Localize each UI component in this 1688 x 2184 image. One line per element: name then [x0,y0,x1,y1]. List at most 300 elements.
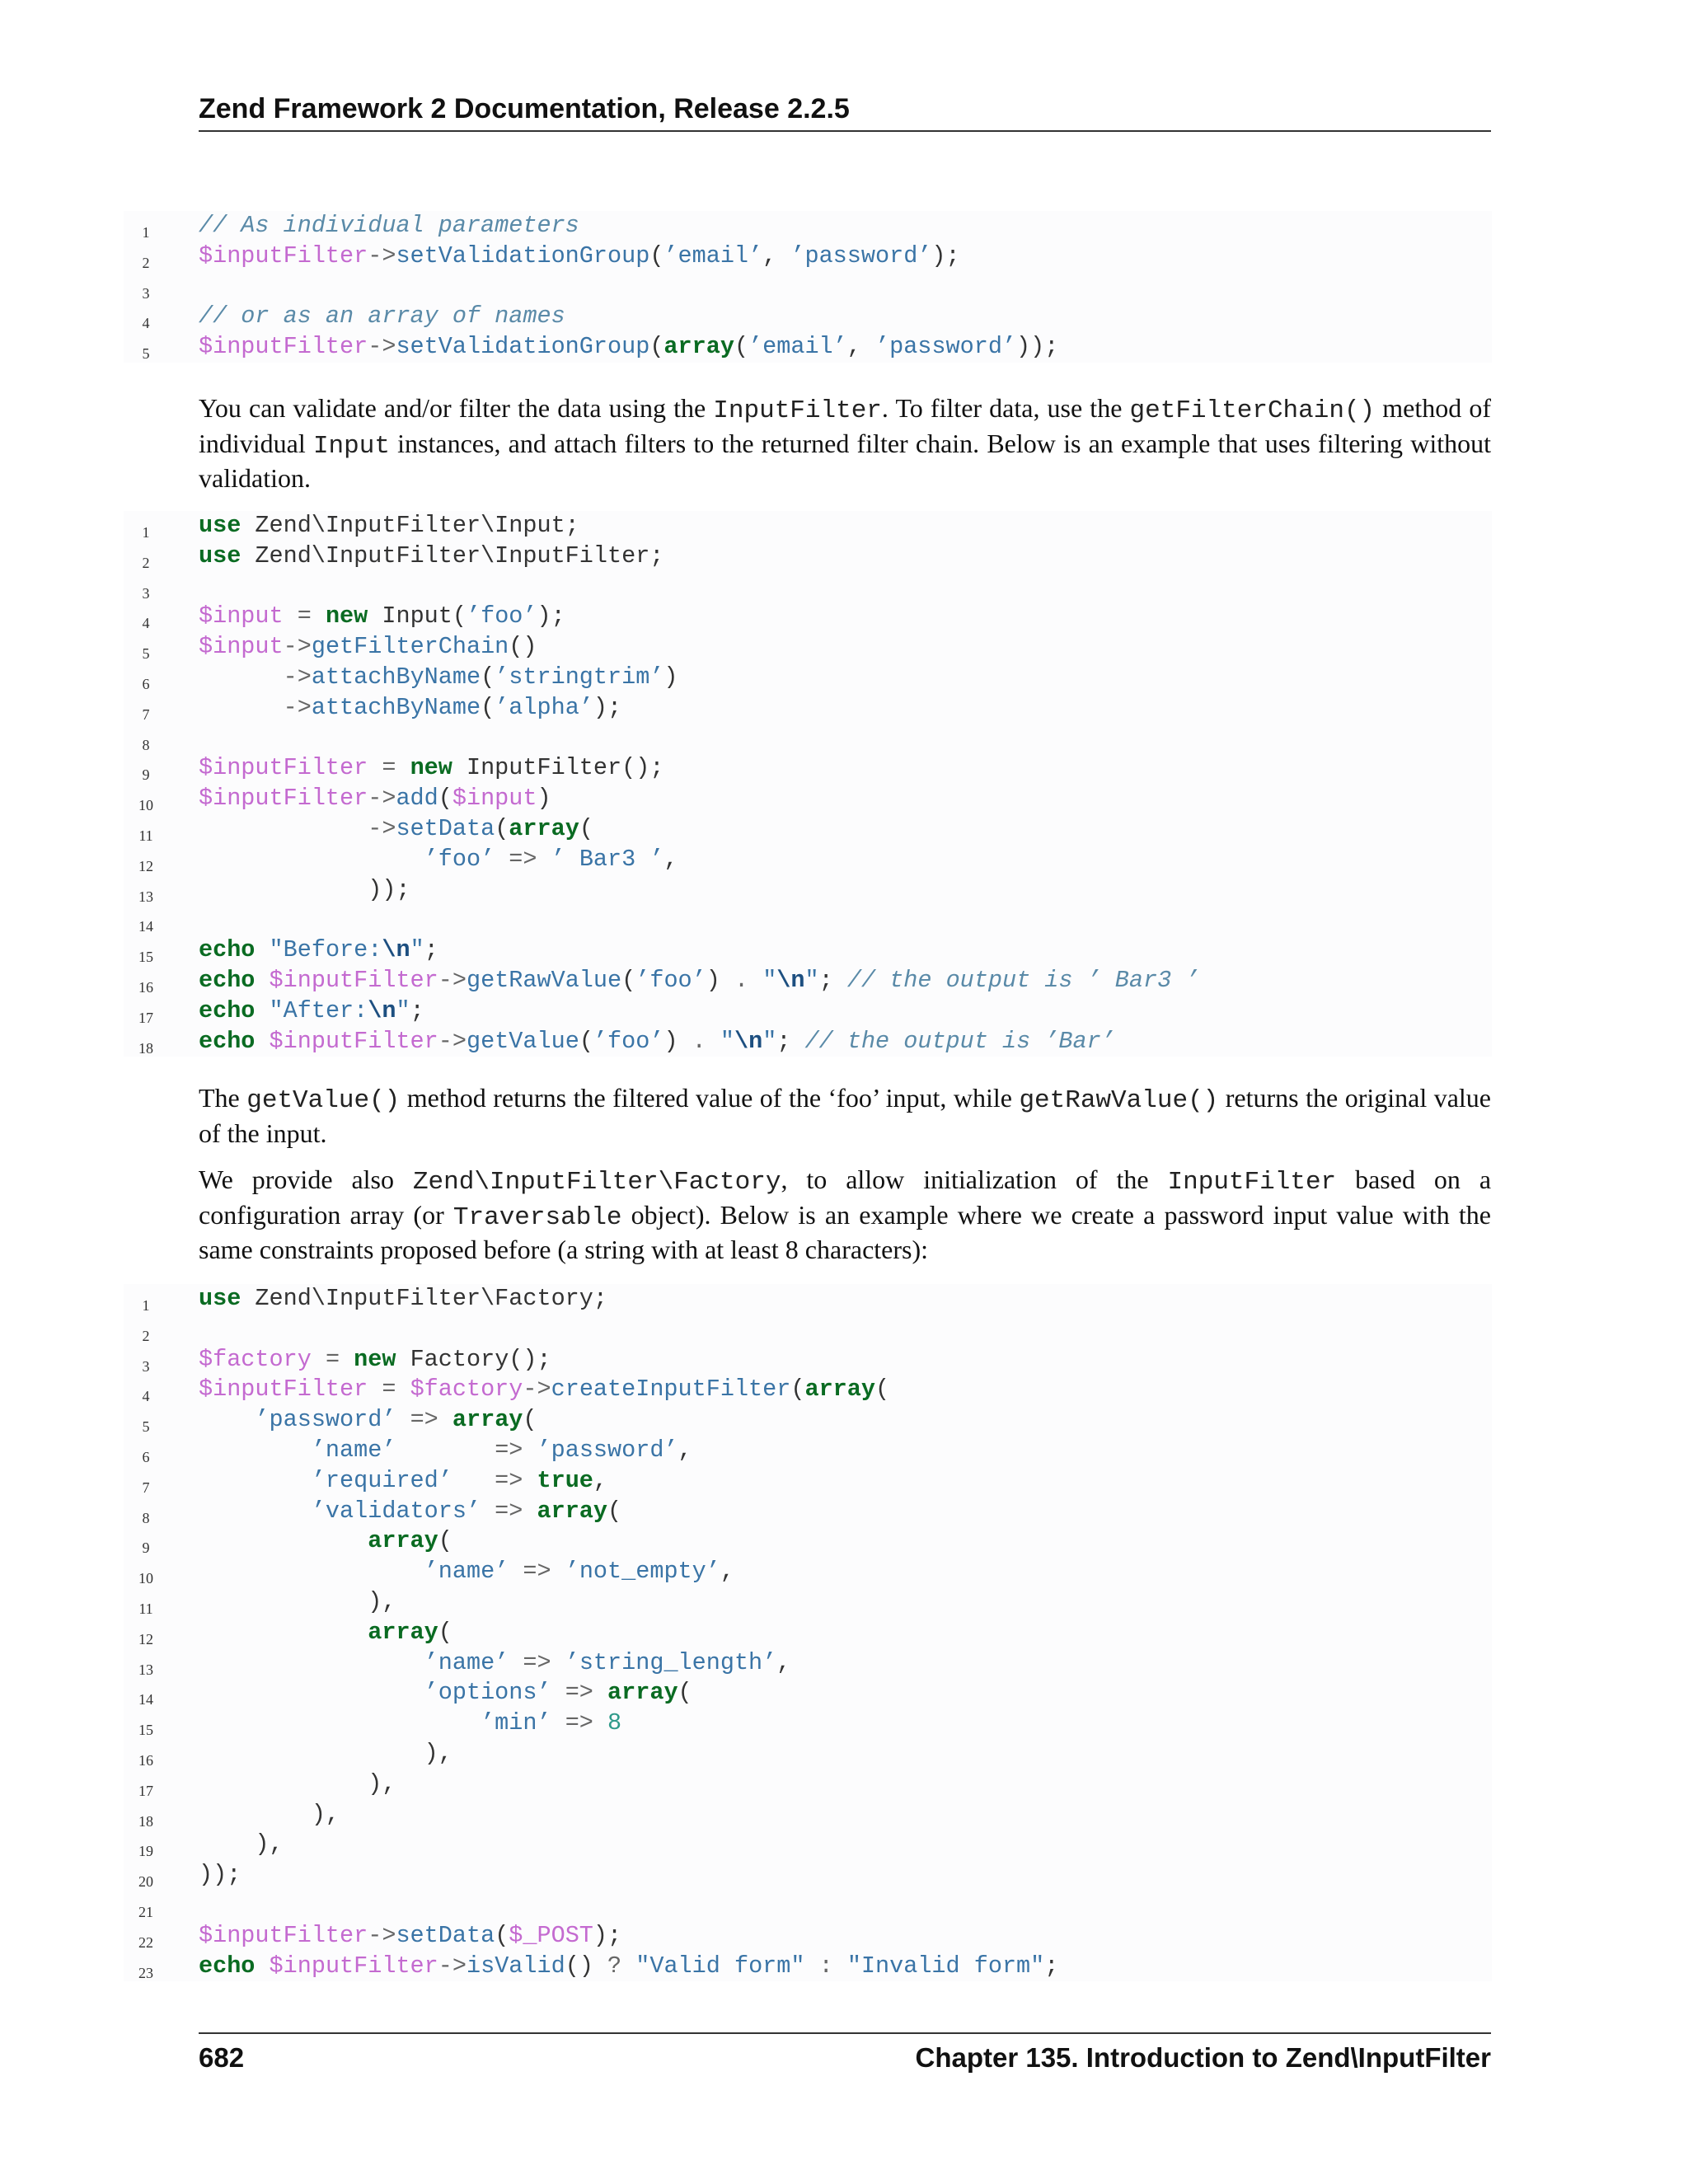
code-line [124,784,1492,814]
code-token: ’password’ [255,1406,396,1434]
code-line [124,541,1492,572]
footer-rule [199,2032,1491,2034]
line-number: 14 [138,918,153,935]
code-line [124,1648,1492,1679]
code-token: ); [593,1921,622,1949]
code-line [124,996,1492,1027]
code-token [199,1619,368,1646]
code-text [168,1769,396,1800]
code-token: ); [537,602,565,630]
code-text [168,996,424,1027]
paragraph-text: We provide also [199,1165,413,1194]
code-line [124,753,1492,784]
line-number: 2 [142,1327,150,1344]
code-token: $input [452,785,537,813]
code-token [551,1679,565,1706]
code-token: => [410,1406,438,1434]
code-token: ( [607,1497,622,1525]
line-number: 15 [138,949,153,966]
code-token [255,997,269,1024]
code-token: ’options’ [424,1679,551,1707]
code-token [509,1558,523,1585]
inline-code: getFilterChain() [1129,396,1376,425]
line-number: 2 [142,554,150,571]
code-line [124,814,1492,845]
code-token: ’name’ [424,1648,509,1676]
line-number: 16 [138,978,153,996]
code-token: $inputFilter [199,1376,368,1404]
code-token: " [410,936,424,964]
code-line [124,1739,1492,1769]
code-token: \n [382,936,410,964]
code-text [168,272,199,302]
inline-code: InputFilter [1167,1168,1337,1197]
code-token: ( [790,1376,805,1404]
line-number: 3 [142,1357,150,1375]
code-token [199,1527,368,1554]
code-token: , [678,1436,692,1464]
code-token [523,1467,537,1494]
code-text [168,511,579,541]
line-number: 3 [142,284,150,302]
code-token [255,1028,269,1055]
code-token: createInputFilter [551,1376,791,1404]
code-token: isValid [466,1952,565,1980]
code-token: => [565,1679,593,1707]
code-token: attachByName [311,693,481,721]
code-token: ( [621,966,636,994]
line-number: 15 [138,1722,153,1739]
line-number: 21 [138,1903,153,1920]
code-text [168,814,593,845]
line-number: 6 [142,675,150,692]
code-line [124,1436,1492,1466]
code-line [124,966,1492,996]
code-token: $inputFilter [199,1921,368,1949]
code-token [481,1497,495,1525]
code-token: " [762,966,777,994]
code-token: array [607,1679,678,1707]
code-token: ’foo’ [424,845,495,873]
code-line [124,572,1492,602]
code-line [124,1526,1492,1557]
paragraph-text: object). Below is an example where we create a password input value with the same constraints proposed before (a string with at least 8 characters): [199,1199,1492,1264]
code-line [124,845,1492,875]
code-token [312,1346,326,1373]
code-text [168,1648,790,1679]
code-token: use [199,541,241,569]
code-token [199,663,284,691]
code-token: , [846,333,875,361]
code-token: ’name’ [424,1558,509,1586]
code-text [168,332,1058,363]
code-token: )); [199,875,410,903]
code-token: ) [706,966,734,994]
code-token [706,1028,720,1055]
code-line [124,1618,1492,1648]
code-text [168,1497,621,1527]
code-line [124,1284,1492,1315]
code-token: ( [523,1406,537,1434]
code-token [199,815,368,842]
line-number: 11 [138,827,153,844]
paragraph-text: instances, and attach filters to the returned filter chain. Below is an example that uses filtering without validation. [199,428,1492,493]
code-token: ’password’ [537,1436,678,1464]
code-token [255,967,269,994]
line-number: 8 [142,736,150,753]
line-number: 2 [142,254,150,271]
code-text [168,302,565,332]
code-token: $inputFilter [199,754,368,782]
code-token: = [325,1345,340,1373]
code-token: ( [495,814,509,842]
code-token: $factory [199,1345,312,1373]
code-token: setData [396,814,495,842]
code-token: array [663,333,734,361]
code-token [199,1406,255,1433]
code-token: array [804,1376,875,1404]
chapter-title: Chapter 135. Introduction to Zend\InputFilter [915,2042,1491,2073]
code-line [124,1345,1492,1376]
code-token [396,1376,410,1403]
code-token: => [565,1709,593,1737]
line-number: 17 [138,1009,153,1026]
code-token [199,1467,312,1494]
code-line [124,1027,1492,1057]
code-line [124,1769,1492,1800]
line-number: 20 [138,1873,153,1891]
code-line [124,905,1492,935]
line-number: 10 [138,1570,153,1587]
code-text [168,1830,284,1860]
code-text [168,211,579,241]
code-line [124,1678,1492,1708]
code-token: 8 [607,1709,622,1737]
code-line [124,935,1492,966]
code-text [168,724,199,754]
code-line [124,632,1492,663]
code-token [495,846,509,873]
code-line [124,1405,1492,1436]
code-line [124,332,1492,363]
code-token: -> [368,1921,396,1949]
code-token [396,754,410,781]
code-line [124,302,1492,332]
code-token [255,936,269,963]
code-text [168,1345,551,1376]
code-token: " [804,966,819,994]
paragraph-text: . To filter data, use the [881,393,1130,423]
code-token: . [734,966,749,994]
code-token: ( [874,1376,890,1404]
code-text [168,1466,607,1497]
paragraph-getvalue-explanation [199,1082,1491,1150]
code-token [748,967,762,994]
code-token: echo [199,936,256,964]
code-token: " [396,996,410,1024]
code-token: true [537,1466,593,1494]
code-token: $_POST [509,1921,593,1949]
code-line [124,1315,1492,1345]
code-line [124,724,1492,754]
code-token [804,1952,818,1980]
code-line [124,1375,1492,1405]
code-text [168,1891,199,1921]
code-token: // As individual parameters [199,212,579,239]
code-token: ; [410,996,424,1024]
code-token: ) [663,663,678,691]
line-number: 12 [138,857,153,874]
line-number: 4 [142,615,150,632]
code-line [124,1708,1492,1739]
code-token: array [452,1406,523,1434]
code-text [168,1860,241,1891]
line-number: 8 [142,1509,150,1526]
paragraph-text: You can validate and/or filter the data using the [199,393,714,423]
code-token [284,602,298,630]
inline-code: Traversable [452,1202,622,1232]
code-token: ) [663,1027,692,1055]
inline-code: Zend\InputFilter\Factory [412,1168,781,1197]
code-token: echo [199,996,256,1024]
code-token: ( [579,1027,593,1055]
line-number: 4 [142,1388,150,1405]
code-text [168,1739,452,1769]
code-line [124,511,1492,541]
code-token: ’foo’ [593,1027,664,1055]
code-text [168,602,565,632]
code-token: array [368,1618,438,1646]
page-number: 682 [199,2042,245,2073]
code-line [124,1891,1492,1921]
code-text [168,1618,452,1648]
code-text [168,1557,734,1587]
code-token: ’password’ [790,241,932,269]
code-text [168,1708,621,1739]
code-line [124,241,1492,272]
code-token: "Invalid form" [846,1952,1045,1980]
paragraph-filter-intro [199,392,1491,495]
code-token: = [297,602,312,630]
code-token: ’stringtrim’ [495,663,664,691]
code-text [168,875,410,906]
code-token: ); [593,693,622,721]
code-line [124,1557,1492,1587]
code-token [551,1558,565,1585]
code-line [124,1466,1492,1497]
code-text [168,1678,692,1708]
code-token: => [495,1466,523,1494]
code-line [124,1860,1492,1891]
line-number: 23 [138,1964,153,1981]
line-number: 7 [142,1479,150,1496]
code-token: -> [523,1376,551,1404]
code-text [168,1375,889,1405]
line-number: 19 [138,1843,153,1860]
code-token [199,1558,424,1585]
code-line [124,602,1492,632]
code-token: -> [438,1027,467,1055]
code-token: $inputFilter [199,785,368,813]
running-header-title: Zend Framework 2 Documentation, Release 2.2.5 [199,93,850,124]
code-token [509,1649,523,1676]
code-token: ( [579,814,593,842]
code-token: // or as an array of names [199,302,565,330]
code-token: // the output is ’Bar’ [804,1027,1115,1055]
code-token [368,1376,382,1403]
code-token: = [382,754,396,782]
inline-code: Input [312,431,390,461]
code-token: $inputFilter [269,966,438,994]
code-token: -> [368,785,396,813]
code-line [124,1587,1492,1618]
paragraph-text: method of individual [199,393,1492,458]
line-number: 7 [142,705,150,723]
code-token: -> [368,241,396,269]
code-token [523,1497,537,1525]
code-token: echo [199,966,256,994]
code-token: , [720,1558,734,1586]
code-token [833,1952,847,1980]
code-token: $factory [410,1376,523,1404]
code-token [199,1649,424,1676]
code-token: // the output is ’ Bar3 ’ [846,966,1200,994]
line-number: 5 [142,645,150,663]
code-token [199,694,284,721]
line-number: 22 [138,1933,153,1951]
code-text [168,845,678,875]
code-text [168,784,551,814]
code-token: Zend\InputFilter\Input; [241,512,579,539]
code-line [124,1497,1492,1527]
code-token: . [692,1027,706,1055]
code-token: array [368,1527,438,1555]
code-text [168,1800,340,1830]
code-text [168,1436,692,1466]
code-token [199,1497,312,1525]
code-text [168,1526,452,1557]
code-token [368,754,382,781]
code-token: ’name’ [311,1436,396,1464]
code-token: ( [649,333,664,361]
line-number: 1 [142,524,150,541]
code-token: getValue [466,1027,579,1055]
code-line [124,693,1492,724]
code-token: ( [481,663,495,691]
code-token: ( [678,1679,692,1707]
code-token: getRawValue [466,966,622,994]
code-token: ( [438,1527,452,1555]
code-token: Input( [368,602,467,630]
code-token: ’min’ [481,1709,551,1737]
code-text [168,1952,1058,1982]
code-token [396,1406,410,1433]
code-token: InputFilter(); [452,754,664,782]
code-token: ( [481,693,495,721]
code-line [124,1952,1492,1982]
paragraph-factory-intro [199,1164,1491,1267]
line-number: 9 [142,1540,150,1557]
code-token: "Before: [269,936,382,964]
line-number: 10 [138,797,153,814]
code-token: array [537,1497,608,1525]
code-token [255,1952,269,1980]
line-number: 12 [138,1630,153,1647]
code-token: () [565,1952,608,1980]
code-token: $input [199,633,284,661]
code-token: "After: [269,996,368,1024]
code-token: )); [199,1861,241,1889]
code-token [199,1436,312,1464]
code-token: ; [1044,1952,1059,1980]
line-number: 17 [138,1782,153,1799]
code-text [168,1587,396,1618]
code-token: ), [199,1769,396,1797]
code-token [340,1346,354,1373]
code-token: , [663,845,678,873]
code-token: $inputFilter [199,241,368,269]
code-token [199,1679,424,1706]
code-token: " [762,1027,777,1055]
code-token: \n [368,996,396,1024]
code-line [124,663,1492,693]
line-number: 18 [138,1039,153,1057]
code-token: () [509,633,537,661]
code-text [168,966,1199,996]
code-token: ), [199,1739,452,1767]
code-token: setValidationGroup [396,241,650,269]
code-token: ’foo’ [467,602,537,630]
code-token: => [523,1558,551,1586]
code-token: attachByName [311,663,481,691]
code-token: getFilterChain [311,633,509,661]
line-number: 6 [142,1448,150,1465]
code-token: setData [396,1921,495,1949]
code-token: )); [1016,333,1059,361]
code-token: , [776,1648,791,1676]
code-text [168,905,199,935]
code-line [124,1800,1492,1830]
code-text [168,1284,607,1315]
code-token: ’ Bar3 ’ [551,845,664,873]
code-token [199,1709,481,1736]
paragraph-text: method returns the filtered value of the ‘foo’ input, while [400,1083,1020,1113]
code-token: = [382,1376,396,1404]
code-text [168,935,438,966]
code-text [168,572,199,602]
code-token: \n [776,966,805,994]
code-token: ); [931,241,960,269]
code-token: $input [199,602,284,630]
code-text [168,241,960,272]
code-token: : [818,1952,833,1980]
code-text [168,1921,621,1952]
code-token: ( [734,333,749,361]
code-token: $inputFilter [199,333,368,361]
code-token [537,846,551,873]
code-token: echo [199,1027,256,1055]
code-token: ; [424,936,438,964]
line-number: 5 [142,345,150,363]
code-text [168,1405,537,1436]
code-token: ; [818,966,847,994]
code-token: setValidationGroup [396,333,650,361]
code-token: ? [607,1952,622,1980]
code-token: ( [649,241,664,269]
line-number: 13 [138,888,153,905]
line-number: 3 [142,584,150,602]
code-token: use [199,1285,241,1312]
